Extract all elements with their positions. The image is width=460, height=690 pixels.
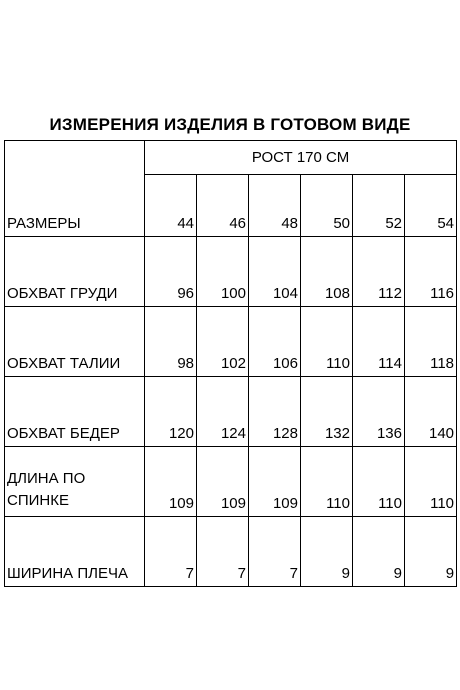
value-cell: 102 <box>197 307 249 377</box>
row-label: ШИРИНА ПЛЕЧА <box>5 517 145 587</box>
value-cell: 106 <box>249 307 301 377</box>
value-cell: 124 <box>197 377 249 447</box>
value-cell: 114 <box>353 307 405 377</box>
size-cell: 48 <box>249 175 301 237</box>
size-cell: 52 <box>353 175 405 237</box>
value-cell: 140 <box>405 377 457 447</box>
table-row <box>5 237 457 307</box>
table-title: ИЗМЕРЕНИЯ ИЗДЕЛИЯ В ГОТОВОМ ВИДЕ <box>49 115 411 134</box>
table-row <box>5 307 457 377</box>
value-cell: 100 <box>197 237 249 307</box>
height-header-row <box>5 141 457 175</box>
row-label: ОБХВАТ БЕДЕР <box>5 377 145 447</box>
value-cell: 104 <box>249 237 301 307</box>
value-cell: 9 <box>405 517 457 587</box>
table-row <box>5 517 457 587</box>
value-cell: 112 <box>353 237 405 307</box>
value-cell: 132 <box>301 377 353 447</box>
size-cell: 46 <box>197 175 249 237</box>
measurements-table <box>4 140 457 587</box>
value-cell: 110 <box>405 447 457 517</box>
value-cell: 120 <box>145 377 197 447</box>
value-cell: 109 <box>145 447 197 517</box>
size-cell: 50 <box>301 175 353 237</box>
value-cell: 9 <box>353 517 405 587</box>
height-header <box>145 141 457 175</box>
row-label: ОБХВАТ ТАЛИИ <box>5 307 145 377</box>
table-row <box>5 377 457 447</box>
value-cell: 7 <box>249 517 301 587</box>
corner-cell <box>5 141 145 237</box>
value-cell: 110 <box>301 307 353 377</box>
value-cell: 109 <box>197 447 249 517</box>
value-cell: 109 <box>249 447 301 517</box>
size-row-label: РАЗМЕРЫ <box>7 215 81 232</box>
size-cell: 44 <box>145 175 197 237</box>
value-cell: 110 <box>301 447 353 517</box>
row-label: ОБХВАТ ГРУДИ <box>5 237 145 307</box>
value-cell: 96 <box>145 237 197 307</box>
height-label: РОСТ 170 СМ <box>251 149 350 166</box>
table-row <box>5 447 457 517</box>
size-cell: 54 <box>405 175 457 237</box>
value-cell: 7 <box>197 517 249 587</box>
value-cell: 128 <box>249 377 301 447</box>
value-cell: 136 <box>353 377 405 447</box>
row-label: ДЛИНА ПО СПИНКЕ <box>5 447 145 517</box>
value-cell: 110 <box>353 447 405 517</box>
value-cell: 7 <box>145 517 197 587</box>
value-cell: 118 <box>405 307 457 377</box>
value-cell: 98 <box>145 307 197 377</box>
value-cell: 9 <box>301 517 353 587</box>
value-cell: 116 <box>405 237 457 307</box>
value-cell: 108 <box>301 237 353 307</box>
